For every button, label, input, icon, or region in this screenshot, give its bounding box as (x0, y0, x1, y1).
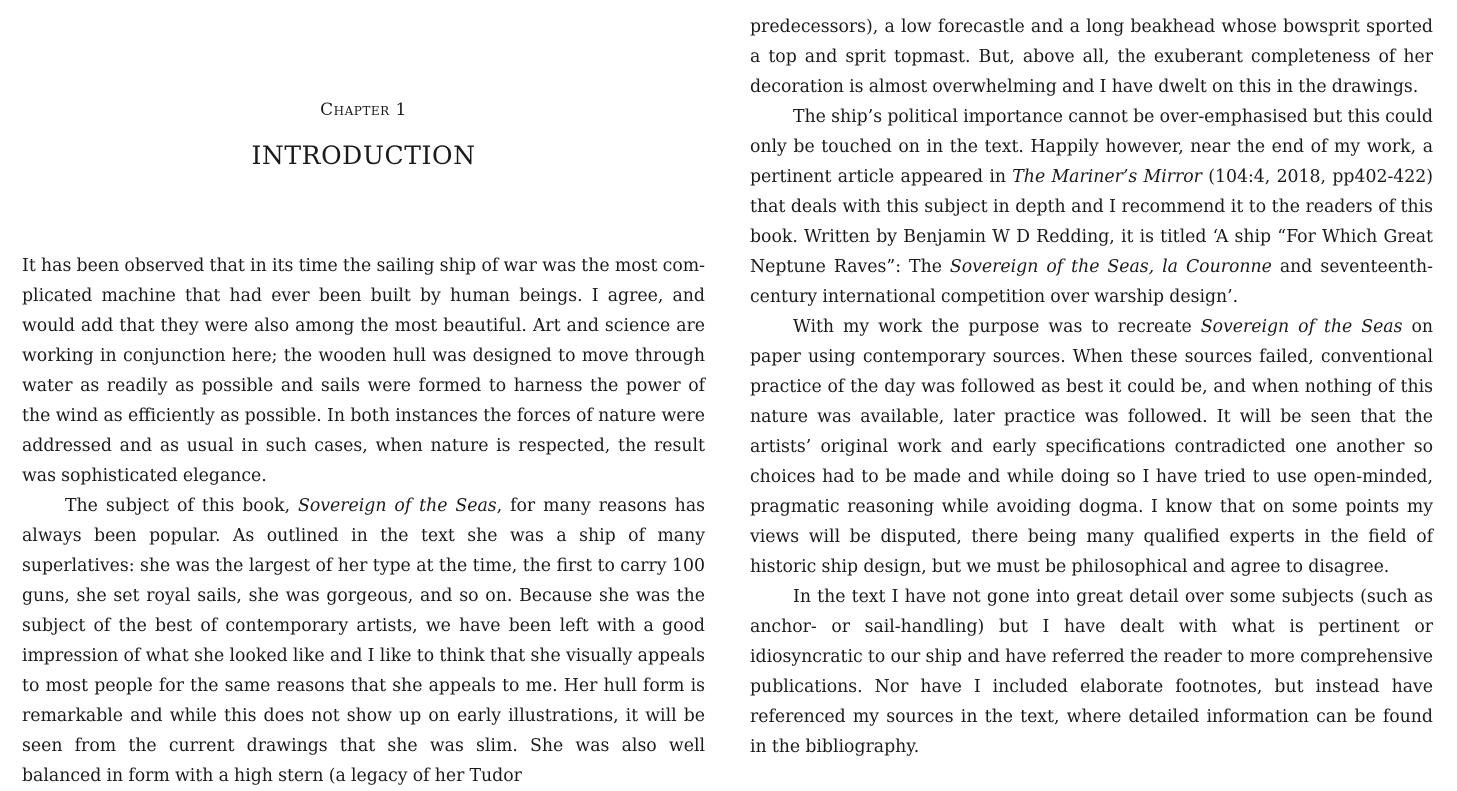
book-title: Sovereign of the Seas (298, 496, 497, 516)
paragraph (750, 582, 1433, 762)
paragraph-text: , for many reasons has always been popular. As outlined in the text she was a ship of many superlatives: she was the largest of her type at the time, the first to carry 100 guns, she set royal sails, she was gorgeous, and so on. Because she was the subject of the best of contemporary artists, we have been left with a good impression of what she looked like and I like to think that she visually appeals to most people for the same reasons that she appeals to me. Her hull form is remarkable and while this does not show up on early illustrations, it will be seen from the current drawings that she was slim. She was also well balanced in form with a high stern (a legacy of her Tudor (22, 496, 705, 786)
right-body-text (750, 12, 1433, 762)
paragraph-text: In the text I have not gone into great detail over some subjects (such as anchor- or sail-handling) but I have dealt with what is pertinent or idiosyncratic to our ship and have referred the reader to more comprehensive publications. Nor have I included elaborate footnotes, but instead have referenced my sources in the text, where detailed information can be found in the bibliography. (750, 587, 1433, 757)
ship-name: Sovereign of the Seas, la Couronne (949, 257, 1272, 277)
left-body-text (22, 251, 705, 791)
paragraph (22, 491, 705, 791)
book-title: Sovereign of the Seas (1200, 317, 1403, 337)
chapter-label: Chapter 1 (320, 100, 407, 120)
chapter-title: INTRODUCTION (251, 141, 476, 170)
journal-title: The Mariner’s Mirror (1012, 167, 1202, 187)
paragraph-text: With my work the purpose was to recreate (793, 317, 1201, 337)
paragraph-text: It has been observed that in its time the sailing ship of war was the most complicated machine that had ever been built by human beings. I agree, and would add that they were also among the most beautiful. Art and science are working in conjunction here; the wooden hull was designed to move through water as readily as possible and sails were formed to harness the power of the wind as efficiently as possible. In both instances the forces of nature were addressed and as usual in such cases, when nature is respected, the result was sophisticated elegance. (22, 256, 705, 486)
paragraph (750, 102, 1433, 312)
paragraph-text: on paper using contemporary sources. When these sources failed, conventional practice of the day was followed as best it could be, and when nothing of this nature was available, later practice was followed. It will be seen that the artists’ original work and early specifications contradicted one another so choices had to be made and while doing so I have tried to use open-minded, pragmatic reasoning while avoiding dogma. I know that on some points my views will be disputed, there being many qualified experts in the field of historic ship design, but we must be philosophical and agree to disagree. (750, 317, 1433, 577)
paragraph-text: (104:4, 2018, pp402-422) that deals with this subject in depth and I recommend it to the readers of this book. Written by Benjamin W D Redding, it is titled ‘A ship “For Which Great Neptune Raves”: The (750, 167, 1434, 277)
paragraph (22, 251, 705, 491)
paragraph-text: The subject of this book, (65, 496, 299, 516)
paragraph (750, 12, 1433, 102)
paragraph (750, 312, 1433, 582)
paragraph-text: The ship’s political importance cannot be over-emphasised but this could only be touched on in the text. Happily however, near the end of my work, a pertinent article appeared in (750, 107, 1433, 187)
paragraph-text: predecessors), a low forecastle and a long beakhead whose bowsprit sported a top and sprit topmast. But, above all, the exuberant completeness of her decoration is almost overwhelming and I have dwelt on this in the drawings. (750, 17, 1433, 97)
paragraph-text: and seventeenth-century international competition over warship design’. (750, 257, 1433, 307)
